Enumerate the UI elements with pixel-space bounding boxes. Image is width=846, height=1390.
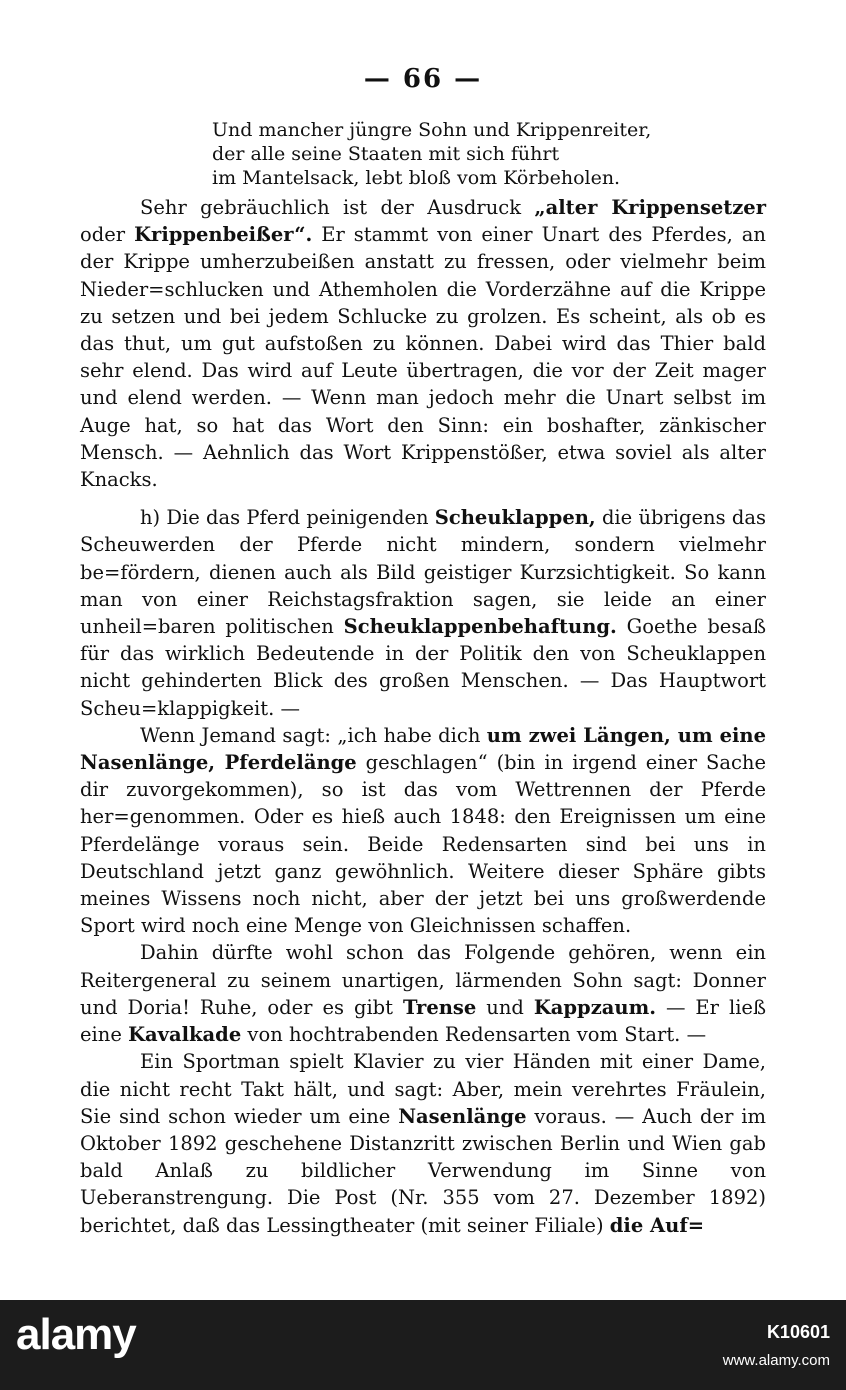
text-run: — Er ließ eine <box>80 995 766 1047</box>
emphasis: Krippenbeißer“. <box>134 223 313 247</box>
text-run: Dahin dürfte wohl schon das Folgende gehören, wenn ein Reitergeneral zu seinem unartigen, lärmenden Sohn sagt: Donner und Doria! Ruhe, oder es gibt <box>80 941 766 1019</box>
text-run: und <box>476 995 534 1019</box>
verse-line: im Mantelsack, lebt bloß vom Körbeholen. <box>212 167 621 189</box>
emphasis: Trense <box>402 995 477 1019</box>
paragraph-scheuklappen <box>80 504 766 722</box>
page-number: — 66 — <box>363 64 483 94</box>
paragraph-laengen <box>80 722 766 940</box>
stock-watermark-banner <box>0 1300 846 1390</box>
emphasis: Kavalkade <box>128 1023 242 1047</box>
verse-line: der alle seine Staaten mit sich führt <box>212 143 560 165</box>
emphasis: Scheuklappenbehaftung. <box>343 615 617 639</box>
text-run: Ein Sportman spielt Klavier zu vier Händen mit einer Dame, die nicht recht Takt hält, und sagt: Aber, mein verehrtes Fräulein, Sie sind schon wieder um eine <box>80 1050 766 1128</box>
text-run: die übrigens das Scheuwerden der Pferde nicht mindern, sondern vielmehr be=fördern, dienen auch als Bild geistiger Kurzsichtigkeit. So kann man von einer Reichstagsfraktion sagen, sie leide an einer unheil=baren politischen <box>80 506 766 639</box>
site-url: www.alamy.com <box>722 1352 830 1369</box>
verse-line: Und mancher jüngre Sohn und Krippenreiter, <box>212 119 652 141</box>
text-run: Sehr gebräuchlich ist der Ausdruck <box>140 196 535 219</box>
text-run: Goethe besaß für das wirklich Bedeutende in der Politik den von Scheuklappen nicht gehinderten Blick des großen Menschen. — Das Hauptwort Scheu=klappigkeit. — <box>80 615 766 720</box>
text-run: h) Die das Pferd peinigenden <box>140 506 435 530</box>
emphasis: Kappzaum. <box>533 995 657 1019</box>
body-text <box>80 194 766 1239</box>
paragraph-krippensetzer <box>80 194 766 493</box>
verse-quote <box>212 118 672 190</box>
text-run: geschlagen“ (bin in irgend einer Sache dir zuvorgekommen), so ist das vom Wettrennen der Pferde her=genommen. Oder es hieß auch 1848: den Ereignissen um eine Pferdelänge voraus sein. Beide Redensarten sind bei uns in Deutschland jetzt ganz gewöhnlich. Weitere dieser Sphäre gibts meines Wissens noch nicht, aber der jetzt bei uns großwerdende Sport wird noch eine Menge von Gleichnissen schaffen. <box>80 751 766 938</box>
paragraph-reitergeneral <box>80 939 766 1048</box>
text-run: voraus. — Auch der im Oktober 1892 geschehene Distanzritt zwischen Berlin und Wien gab bald Anlaß zu bildlicher Verwendung im Sinne von Ueberanstrengung. Die Post (Nr. 355 vom 27. Dezember 1892) berichtet, daß das Lessingtheater (mit seiner Filiale) <box>80 1104 767 1237</box>
text-run: Er stammt von einer Unart des Pferdes, an der Krippe umherzubeißen anstatt zu fressen, oder vielmehr beim Nieder=schlucken und Athemholen die Vorderzähne auf die Krippe zu setzen und bei jedem Schlucke zu grolzen. Es scheint, als ob es das thut, um gut aufstoßen zu können. Dabei wird das Thier bald sehr elend. Das wird auf Leute übertragen, die vor der Zeit mager und elend werden. — Wenn man jedoch mehr die Unart selbst im Auge hat, so hat das Wort den Sinn: ein boshafter, zänkischer Mensch. — Aehnlich das Wort Krippenstößer, etwa soviel als alter Knacks. <box>80 223 766 492</box>
emphasis: „alter Krippensetzer <box>534 196 766 219</box>
image-id: K10601 <box>766 1322 830 1342</box>
emphasis: Scheuklappen, <box>434 506 596 530</box>
text-run: Wenn Jemand sagt: „ich habe dich <box>140 723 487 747</box>
text-run: oder <box>80 223 135 247</box>
text-run: von hochtrabenden Redensarten vom Start. — <box>241 1023 707 1047</box>
emphasis: Nasenlänge <box>398 1104 527 1128</box>
emphasis: die Auf= <box>609 1213 705 1237</box>
emphasis: um zwei Längen, um eine Nasenlänge, Pferdelänge <box>80 723 766 775</box>
alamy-logo: alamy <box>16 1310 136 1359</box>
paragraph-sportman <box>80 1048 766 1238</box>
